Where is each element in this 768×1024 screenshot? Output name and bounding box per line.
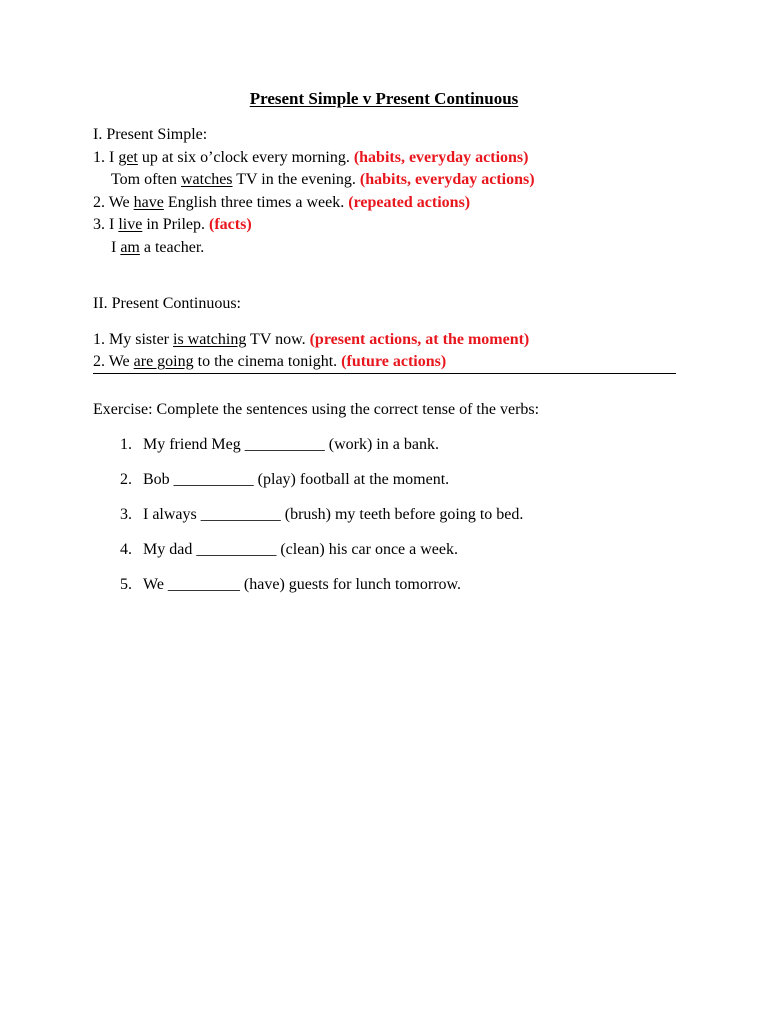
example-text: English three times a week. [163,194,349,211]
exercise-instruction: Exercise: Complete the sentences using the correct tense of the verbs: [93,401,540,418]
exercise-item-text: I always __________ (brush) my teeth before going to bed. [143,506,524,523]
exercise-item-number: 5. [120,576,132,593]
exercise-item-text: We _________ (have) guests for lunch tomorrow. [143,576,462,593]
example-text: Tom often [111,171,181,188]
example-text: to the cinema tonight. [193,353,342,370]
example-line [111,238,204,258]
example-text: 2. We [93,194,134,211]
example-verb: am [120,239,140,256]
example-line [93,148,528,168]
exercise-item [120,435,439,455]
exercise-item-text: My friend Meg __________ (work) in a bank. [143,436,439,453]
usage-note: (present actions, at the moment) [309,331,530,348]
usage-note: (repeated actions) [348,194,471,211]
example-text: a teacher. [139,239,205,256]
section-divider [93,373,676,374]
exercise-item-text: Bob __________ (play) football at the moment. [143,471,450,488]
example-verb: is watching [173,331,247,348]
example-verb: are going [133,353,194,370]
example-verb: watches [180,171,233,188]
section-heading-present-simple: I. Present Simple: [93,126,208,143]
example-text: 1. My sister [93,331,173,348]
section-heading-present-continuous: II. Present Continuous: [93,295,241,312]
example-line [93,215,252,235]
usage-note: (future actions) [341,353,447,370]
example-text: TV in the evening. [232,171,360,188]
exercise-item [120,575,461,595]
example-verb: have [133,194,164,211]
example-line [93,330,529,350]
exercise-item [120,505,523,525]
example-text: 3. I [93,216,119,233]
exercise-item-number: 4. [120,541,132,558]
example-text: 1. I [93,149,119,166]
exercise-item [120,540,458,560]
example-line [93,193,470,213]
example-text: 2. We [93,353,134,370]
page-title: Present Simple v Present Continuous [249,89,519,108]
exercise-item-number: 2. [120,471,132,488]
exercise-item [120,470,449,490]
exercise-item-number: 3. [120,506,132,523]
example-text: I [111,239,121,256]
example-verb: live [118,216,143,233]
example-text: in Prilep. [142,216,209,233]
usage-note: (facts) [209,216,252,233]
usage-note: (habits, everyday actions) [359,171,535,188]
example-verb: get [118,149,138,166]
exercise-item-number: 1. [120,436,132,453]
exercise-item-text: My dad __________ (clean) his car once a week. [143,541,458,558]
example-line [111,170,535,190]
usage-note: (habits, everyday actions) [353,149,529,166]
example-line [93,352,446,372]
example-text: TV now. [246,331,310,348]
example-text: up at six o’clock every morning. [137,149,354,166]
